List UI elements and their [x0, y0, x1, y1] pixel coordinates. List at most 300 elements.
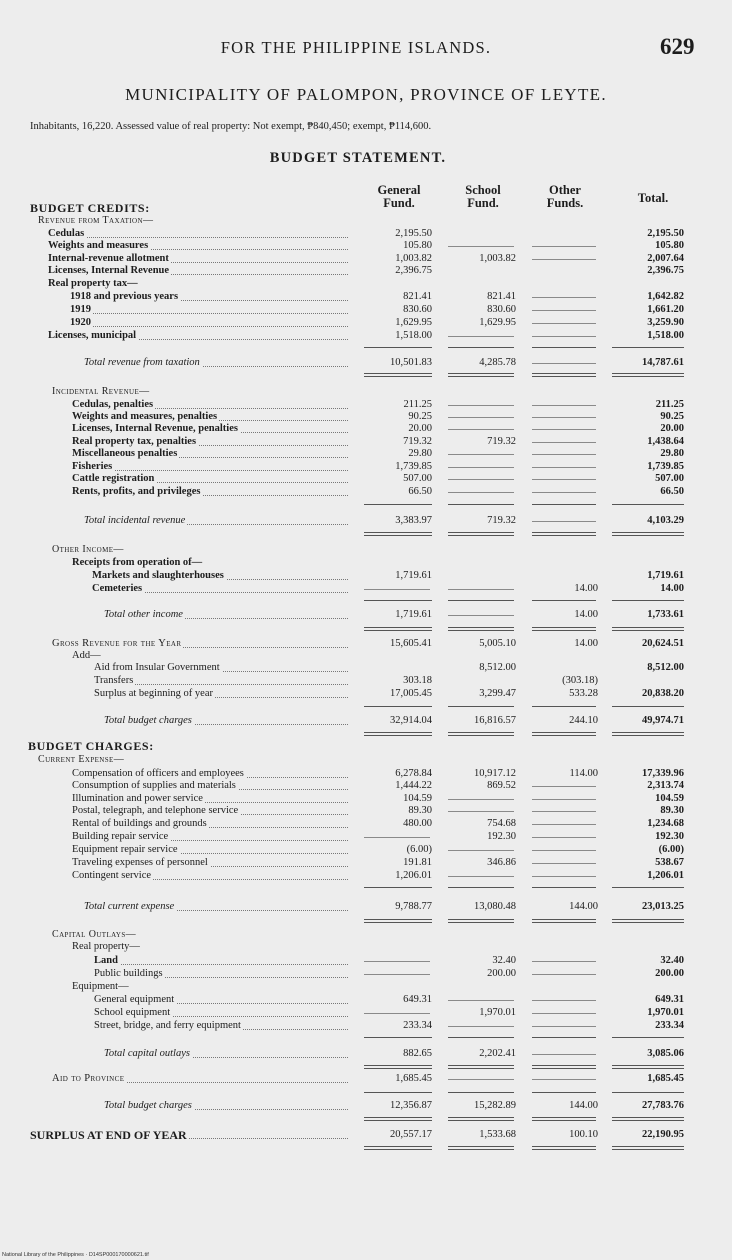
inhabitants-line: Inhabitants, 16,220. Assessed value of real property: Not exempt, ₱840,450; exempt, ₱114,600.: [30, 121, 432, 132]
rule-line: [448, 1146, 514, 1150]
cell-school: 754.68: [487, 818, 516, 829]
column-header-total: Total.: [637, 191, 669, 205]
row-label: [84, 357, 352, 369]
rule-line: [612, 706, 684, 707]
cell-general: 20.00: [408, 423, 432, 434]
row-label-text: Total incidental revenue: [84, 515, 186, 526]
cell-school: 346.86: [487, 857, 516, 868]
cell-total: 3,085.06: [647, 1048, 684, 1059]
row-label: [92, 570, 352, 582]
table-row: [0, 240, 732, 252]
row-label-text: Total budget charges: [104, 715, 192, 726]
row-label-text: Land: [94, 955, 118, 966]
cell-total: 22,190.95: [642, 1129, 684, 1140]
total-row: [0, 609, 732, 621]
row-label-text: Licenses, municipal: [48, 330, 137, 341]
empty-cell-dash: [448, 479, 514, 480]
empty-cell-dash: [532, 876, 596, 877]
cell-school: 32.40: [492, 955, 516, 966]
cell-general: 211.25: [403, 399, 432, 410]
rule-line: [612, 1146, 684, 1150]
table-row: [0, 968, 732, 980]
rule-line: [364, 532, 432, 536]
cell-general: 29.80: [408, 448, 432, 459]
empty-cell-dash: [532, 974, 596, 975]
table-row: [0, 486, 732, 498]
municipality-title: MUNICIPALITY OF PALOMPON, PROVINCE OF LEYTE.: [125, 85, 607, 104]
empty-cell-dash: [532, 799, 596, 800]
row-label: [72, 473, 352, 485]
rule-line: [448, 600, 514, 601]
row-label-text: Aid to Province: [52, 1073, 125, 1084]
rule-line: [448, 532, 514, 536]
empty-cell-dash: [532, 363, 596, 364]
table-row: [0, 857, 732, 869]
row-label: [72, 831, 352, 843]
leader-dots: [94, 964, 348, 965]
empty-cell-dash: [364, 589, 430, 590]
row-label-text: Real property tax—: [48, 278, 138, 289]
cell-general: 1,685.45: [395, 1073, 432, 1084]
rule-line: [448, 919, 514, 923]
rule-line: [612, 504, 684, 505]
empty-cell-dash: [448, 1000, 514, 1001]
row-label: [72, 857, 352, 869]
empty-cell-dash: [448, 336, 514, 337]
empty-cell-dash: [532, 1026, 596, 1027]
cell-total: 20,624.51: [642, 638, 684, 649]
empty-cell-dash: [448, 454, 514, 455]
row-label-text: Cedulas, penalties: [72, 399, 154, 410]
row-label: [104, 1100, 352, 1112]
row-label: [104, 715, 352, 727]
rule-line: [612, 732, 684, 736]
row-label: [72, 411, 352, 423]
row-label: [84, 901, 352, 913]
rule-line: [532, 1117, 596, 1121]
cell-total: 66.50: [660, 486, 684, 497]
cell-general: 17,005.45: [390, 688, 432, 699]
cell-general: 1,444.22: [395, 780, 432, 791]
empty-cell-dash: [532, 323, 596, 324]
empty-cell-dash: [532, 429, 596, 430]
cell-general: 2,396.75: [395, 265, 432, 276]
row-label-text: Real property tax, penalties: [72, 436, 197, 447]
incidental-revenue-heading: Incidental Revenue—: [52, 386, 150, 397]
row-label-text: Rental of buildings and grounds: [72, 818, 207, 829]
empty-cell-dash: [448, 799, 514, 800]
table-row: [0, 317, 732, 329]
row-label-text: Contingent service: [72, 870, 152, 881]
rule-line: [532, 919, 596, 923]
row-label: [94, 1020, 352, 1032]
table-row: [0, 793, 732, 805]
rule-line: [612, 887, 684, 888]
other-income-heading: Other Income—: [52, 544, 124, 555]
row-label: [72, 399, 352, 411]
surplus-row: [0, 1129, 732, 1141]
row-label-text: Internal-revenue allotment: [48, 253, 169, 264]
empty-cell-dash: [448, 589, 514, 590]
row-label-text: Compensation of officers and employees: [72, 768, 244, 779]
row-label: [94, 662, 352, 674]
table-row: [0, 955, 732, 967]
row-label-text: Licenses, Internal Revenue, penalties: [72, 423, 238, 434]
cell-school: 192.30: [487, 831, 516, 842]
cell-total: 1,970.01: [647, 1007, 684, 1018]
cell-school: 4,285.78: [479, 357, 516, 368]
cell-school: 10,917.12: [474, 768, 516, 779]
row-label-text: Street, bridge, and ferry equipment: [94, 1020, 241, 1031]
table-row: [0, 688, 732, 700]
table-row: [0, 805, 732, 817]
empty-cell-dash: [448, 405, 514, 406]
cell-general: 649.31: [403, 994, 432, 1005]
row-label: [70, 304, 352, 316]
table-row: [0, 831, 732, 843]
cell-general: 32,914.04: [390, 715, 432, 726]
empty-cell-dash: [448, 467, 514, 468]
empty-cell-dash: [532, 479, 596, 480]
cell-other: 144.00: [569, 1100, 598, 1111]
empty-cell-dash: [532, 417, 596, 418]
cell-general: 10,501.83: [390, 357, 432, 368]
page-number: 629: [660, 34, 695, 59]
empty-cell-dash: [532, 811, 596, 812]
cell-general: (6.00): [406, 844, 432, 855]
table-row: [0, 1007, 732, 1019]
row-label-text: Weights and measures, penalties: [72, 411, 218, 422]
row-label-text: Surplus at beginning of year: [94, 688, 213, 699]
rule-line: [364, 732, 432, 736]
cell-general: 191.81: [403, 857, 432, 868]
empty-cell-dash: [364, 1013, 430, 1014]
cell-general: 233.34: [403, 1020, 432, 1031]
cell-general: 719.32: [403, 436, 432, 447]
row-label: [94, 688, 352, 700]
row-label-text: 1919: [70, 304, 91, 315]
table-row: [0, 570, 732, 582]
empty-cell-dash: [532, 310, 596, 311]
budget-credits-heading: BUDGET CREDITS:: [30, 201, 150, 215]
row-label-text: Public buildings: [94, 968, 163, 979]
leader-dots: [70, 326, 348, 327]
table-row: [0, 278, 732, 290]
empty-cell-dash: [448, 417, 514, 418]
rule-line: [612, 600, 684, 601]
cell-total: 2,313.74: [647, 780, 684, 791]
empty-cell-dash: [532, 246, 596, 247]
row-label: [72, 780, 352, 792]
rule-line: [448, 887, 514, 888]
row-label: [48, 253, 352, 265]
row-label-text: Fisheries: [72, 461, 113, 472]
table-row: [0, 662, 732, 674]
cell-total: 20,838.20: [642, 688, 684, 699]
rule-line: [448, 732, 514, 736]
empty-cell-dash: [532, 1013, 596, 1014]
row-label-text: Markets and slaughterhouses: [92, 570, 224, 581]
table-row: [0, 870, 732, 882]
rule-line: [612, 1117, 684, 1121]
row-label: [52, 1073, 352, 1085]
table-row: [0, 994, 732, 1006]
row-label-text: Postal, telegraph, and telephone service: [72, 805, 239, 816]
rule-line: [448, 706, 514, 707]
empty-cell-dash: [448, 811, 514, 812]
equipment-subheading: Equipment—: [72, 981, 129, 992]
cell-school: 8,512.00: [479, 662, 516, 673]
cell-general: 3,383.97: [395, 515, 432, 526]
cell-school: 719.32: [487, 436, 516, 447]
row-label: [70, 291, 352, 303]
row-label: [104, 1048, 352, 1060]
row-label: [72, 818, 352, 830]
rule-line: [612, 919, 684, 923]
rule-line: [448, 627, 514, 631]
total-row: [0, 901, 732, 913]
row-label-text: Total budget charges: [104, 1100, 192, 1111]
cell-total: 192.30: [655, 831, 684, 842]
row-label: [70, 317, 352, 329]
rule-line: [532, 1146, 596, 1150]
rule-line: [532, 1037, 596, 1038]
cell-general: 104.59: [403, 793, 432, 804]
column-header-general: General Fund.: [377, 183, 421, 210]
row-label-text: Total capital outlays: [104, 1048, 190, 1059]
cell-other: 100.10: [569, 1129, 598, 1140]
empty-cell-dash: [448, 246, 514, 247]
table-row: [0, 228, 732, 240]
table-row: [0, 330, 732, 342]
empty-cell-dash: [532, 1000, 596, 1001]
cell-school: 1,970.01: [479, 1007, 516, 1018]
cell-total: 233.34: [655, 1020, 684, 1031]
cell-general: 303.18: [403, 675, 432, 686]
row-label-text: Traveling expenses of personnel: [72, 857, 208, 868]
cell-general: 1,739.85: [395, 461, 432, 472]
cell-total: (6.00): [658, 844, 684, 855]
empty-cell-dash: [448, 615, 514, 616]
cell-total: 2,195.50: [647, 228, 684, 239]
cell-total: 1,733.61: [647, 609, 684, 620]
rule-line: [448, 1065, 514, 1069]
cell-total: 27,783.76: [642, 1100, 684, 1111]
row-label: [72, 805, 352, 817]
rule-line: [364, 887, 432, 888]
total-row: [0, 715, 732, 727]
row-label-text: Weights and measures: [48, 240, 149, 251]
cell-other: 144.00: [569, 901, 598, 912]
rule-line: [448, 504, 514, 505]
cell-general: 830.60: [403, 304, 432, 315]
rule-line: [612, 347, 684, 348]
row-label: [72, 844, 352, 856]
column-header-other: Other Funds.: [546, 183, 584, 210]
rule-line: [364, 706, 432, 707]
current-expense-heading: Current Expense—: [38, 754, 125, 765]
rule-line: [612, 1065, 684, 1069]
aid-to-province-row: [0, 1073, 732, 1085]
row-label-text: Rents, profits, and privileges: [72, 486, 201, 497]
cell-general: 821.41: [403, 291, 432, 302]
revenue-taxation-heading: Revenue from Taxation—: [38, 215, 154, 226]
empty-cell-dash: [532, 837, 596, 838]
empty-cell-dash: [448, 492, 514, 493]
empty-cell-dash: [532, 297, 596, 298]
row-label-text: School equipment: [94, 1007, 171, 1018]
leader-dots: [70, 313, 348, 314]
cell-general: 1,518.00: [395, 330, 432, 341]
row-label: [48, 330, 352, 342]
row-label-text: 1920: [70, 317, 91, 328]
cell-total: 538.67: [655, 857, 684, 868]
row-label: [48, 265, 352, 277]
cell-school: 821.41: [487, 291, 516, 302]
empty-cell-dash: [364, 974, 430, 975]
row-label-text: 1918 and previous years: [70, 291, 179, 302]
table-row: [0, 253, 732, 265]
cell-general: 1,719.61: [395, 609, 432, 620]
cell-school: 2,202.41: [479, 1048, 516, 1059]
empty-cell-dash: [532, 492, 596, 493]
cell-total: 649.31: [655, 994, 684, 1005]
cell-total: 8,512.00: [647, 662, 684, 673]
row-label-text: Total revenue from taxation: [84, 357, 200, 368]
rule-line: [448, 1037, 514, 1038]
row-label: [48, 228, 352, 240]
rule-line: [612, 627, 684, 631]
rule-line: [532, 373, 596, 377]
cell-school: 13,080.48: [474, 901, 516, 912]
table-row: [0, 265, 732, 277]
cell-total: 17,339.96: [642, 768, 684, 779]
row-label: [94, 675, 352, 687]
total-row: [0, 515, 732, 527]
statement-title: BUDGET STATEMENT.: [269, 150, 447, 166]
empty-cell-dash: [532, 850, 596, 851]
rule-line: [364, 1092, 432, 1093]
table-row: [0, 399, 732, 411]
rule-line: [448, 373, 514, 377]
cell-general: 480.00: [403, 818, 432, 829]
table-row: [0, 583, 732, 595]
table-row: [0, 818, 732, 830]
cell-school: 1,533.68: [479, 1129, 516, 1140]
row-label-text: Illumination and power service: [72, 793, 203, 804]
budget-charges-heading: BUDGET CHARGES:: [28, 739, 154, 753]
cell-total: 20.00: [660, 423, 684, 434]
cell-other: 114.00: [569, 768, 598, 779]
rule-line: [448, 1117, 514, 1121]
gross-revenue-row: [0, 638, 732, 650]
cell-total: 4,103.29: [647, 515, 684, 526]
rule-line: [364, 347, 432, 348]
row-label: [72, 486, 352, 498]
cell-general: 1,206.01: [395, 870, 432, 881]
table-row: [0, 1020, 732, 1032]
cell-general: 9,788.77: [395, 901, 432, 912]
rule-line: [532, 600, 596, 601]
cell-general: 507.00: [403, 473, 432, 484]
row-label: [48, 240, 352, 252]
row-label-text: Consumption of supplies and materials: [72, 780, 236, 791]
row-label: [72, 793, 352, 805]
rule-line: [364, 504, 432, 505]
row-label-text: Gross Revenue for the Year: [52, 638, 182, 649]
cell-school: 16,816.57: [474, 715, 516, 726]
rule-line: [532, 347, 596, 348]
row-label: [94, 968, 352, 980]
cell-school: 719.32: [487, 515, 516, 526]
cell-general: 1,003.82: [395, 253, 432, 264]
cell-total: 1,438.64: [647, 436, 684, 447]
empty-cell-dash: [532, 863, 596, 864]
footer-caption: National Library of the Philippines · D14SP000170000621.tif: [2, 1252, 149, 1258]
capital-outlays-heading: Capital Outlays—: [52, 929, 137, 940]
cell-other: (303.18): [562, 675, 598, 686]
empty-cell-dash: [532, 1054, 596, 1055]
cell-general: 12,356.87: [390, 1100, 432, 1111]
table-row: [0, 780, 732, 792]
cell-total: 1,518.00: [647, 330, 684, 341]
row-label: [72, 423, 352, 435]
rule-line: [532, 887, 596, 888]
rule-line: [532, 706, 596, 707]
rule-line: [612, 1092, 684, 1093]
row-label: [48, 278, 352, 290]
cell-total: 105.80: [655, 240, 684, 251]
empty-cell-dash: [532, 259, 596, 260]
row-label: [92, 583, 352, 595]
cell-school: 869.52: [487, 780, 516, 791]
cell-school: 830.60: [487, 304, 516, 315]
row-label: [72, 768, 352, 780]
cell-total: 104.59: [655, 793, 684, 804]
row-label-text: Licenses, Internal Revenue: [48, 265, 170, 276]
column-header-school: School Fund.: [465, 183, 501, 210]
row-label-text: Cattle registration: [72, 473, 155, 484]
rule-line: [532, 532, 596, 536]
page-header-title: FOR THE PHILIPPINE ISLANDS.: [220, 38, 492, 57]
cell-school: 200.00: [487, 968, 516, 979]
cell-general: 1,719.61: [395, 570, 432, 581]
cell-other: 14.00: [574, 638, 598, 649]
rule-line: [448, 347, 514, 348]
empty-cell-dash: [532, 521, 596, 522]
table-row: [0, 291, 732, 303]
cell-general: 105.80: [403, 240, 432, 251]
cell-total: 200.00: [655, 968, 684, 979]
cell-total: 14.00: [660, 583, 684, 594]
cell-school: 1,629.95: [479, 317, 516, 328]
empty-cell-dash: [448, 429, 514, 430]
row-label-text: Transfers: [94, 675, 134, 686]
rule-line: [612, 532, 684, 536]
cell-total: 90.25: [660, 411, 684, 422]
rule-line: [532, 1092, 596, 1093]
table-row: [0, 768, 732, 780]
table-row: [0, 844, 732, 856]
cell-general: 1,629.95: [395, 317, 432, 328]
cell-total: 1,206.01: [647, 870, 684, 881]
rule-line: [448, 1092, 514, 1093]
table-row: [0, 461, 732, 473]
cell-total: 3,259.90: [647, 317, 684, 328]
cell-school: 1,003.82: [479, 253, 516, 264]
cell-general: 90.25: [408, 411, 432, 422]
row-label: [30, 1129, 352, 1141]
